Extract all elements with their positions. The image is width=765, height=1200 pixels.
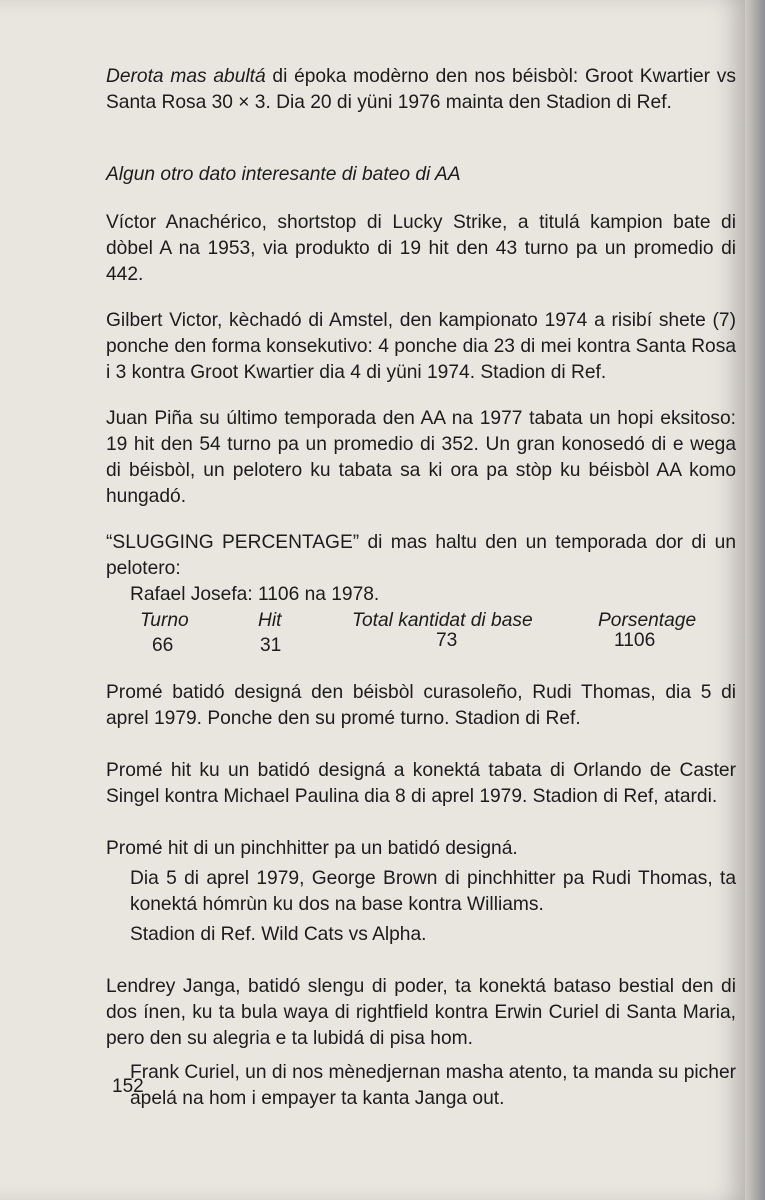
table-cell: 66 xyxy=(152,635,174,656)
paragraph-juan-pina: Juan Piña su último temporada den AA na 1977 tabata un hopi eksitoso: 19 hit den 54 turno pa un promedio di 352. Un gran konosedó di e wega di béisbòl, un pelotero ku tabata sa ki ora pa stòp ku béisbòl AA komo hungadó. xyxy=(106,408,736,507)
table-cell: 73 xyxy=(436,630,458,651)
table-header: Porsentage xyxy=(598,610,697,631)
paragraph-lead-italic: Derota mas abultá xyxy=(106,66,266,87)
paragraph-pinchhitter-detail: Dia 5 di aprel 1979, George Brown di pinchhitter pa Rudi Thomas, ta konektá hómrùn ku dos na base kontra Williams. xyxy=(130,868,736,915)
table-cell: 1106 xyxy=(614,630,656,651)
section-heading: Algun otro dato interesante di bateo di AA xyxy=(106,164,461,185)
paragraph-pinchhitter: Promé hit di un pinchhitter pa un batidó designá. xyxy=(106,838,518,859)
page-number: 152 xyxy=(112,1076,144,1097)
table-header: Turno xyxy=(140,610,189,631)
table-cell: 31 xyxy=(260,635,282,656)
table-header: Hit xyxy=(258,610,282,631)
paragraph-pinchhitter-venue: Stadion di Ref. Wild Cats vs Alpha. xyxy=(130,924,427,945)
paragraph-first-dh: Promé batidó designá den béisbòl curasoleño, Rudi Thomas, dia 5 di aprel 1979. Ponche den su promé turno. Stadion di Ref. xyxy=(106,682,736,729)
paragraph-slugging: “SLUGGING PERCENTAGE” di mas haltu den un temporada dor di un pelotero: xyxy=(106,532,736,579)
slugging-record: Rafael Josefa: 1106 na 1978. xyxy=(130,584,380,605)
slugging-table xyxy=(106,608,736,660)
paragraph-gilbert-victor: Gilbert Victor, kèchadó di Amstel, den kampionato 1974 a risibí shete (7) ponche den forma konsekutivo: 4 ponche dia 23 di mei kontra Santa Rosa i 3 kontra Groot Kwartier dia 4 di yüni 1974. Stadion di Ref. xyxy=(106,310,736,383)
paragraph-text: di époka modèrno den nos béisbòl: Groot Kwartier vs Santa Rosa 30 × 3. Dia 20 di yüni 1976 mainta den Stadion di Ref. xyxy=(106,66,736,113)
table-header: Total kantidat di base xyxy=(352,610,533,631)
page-text xyxy=(106,64,736,1112)
paragraph-curiel: Frank Curiel, un di nos mènedjernan masha atento, ta manda su picher apelá na hom i empayer ta kanta Janga out. xyxy=(130,1062,736,1109)
paragraph-janga: Lendrey Janga, batidó slengu di poder, ta konektá bataso bestial den di dos ínen, ku ta bula waya di rightfield kontra Erwin Curiel di Santa Maria, pero den su alegria e ta lubidá di pisa hom. xyxy=(106,976,736,1049)
book-edge xyxy=(745,0,765,1200)
paragraph-anacherico: Víctor Anachérico, shortstop di Lucky Strike, a titulá kampion bate di dòbel A na 1953, via produkto di 19 hit den 43 turno pa un promedio di 442. xyxy=(106,212,736,285)
paragraph-first-dh-hit: Promé hit ku un batidó designá a konektá tabata di Orlando de Caster Singel kontra Michael Paulina dia 8 di aprel 1979. Stadion di Ref, atardi. xyxy=(106,760,736,807)
paragraph-biggest-defeat xyxy=(106,64,736,116)
